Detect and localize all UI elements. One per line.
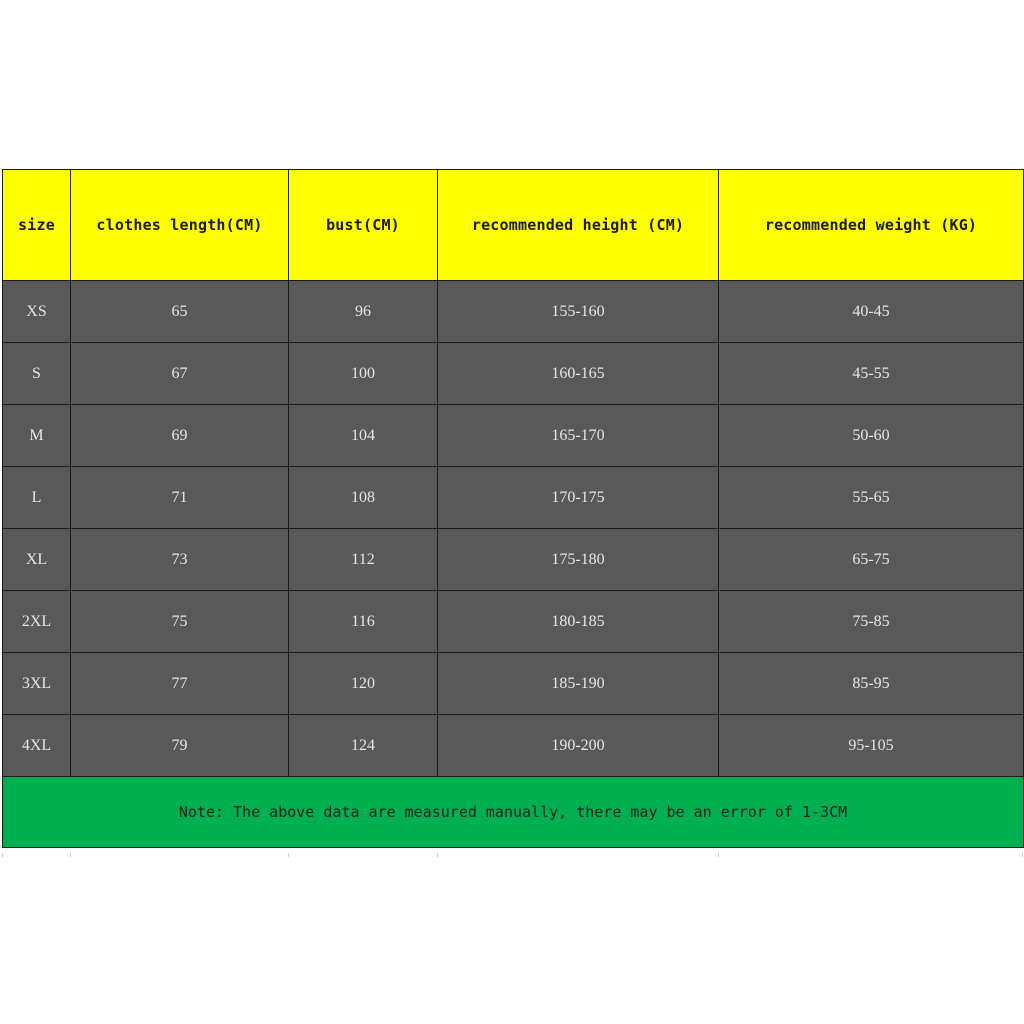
cell-size: M bbox=[3, 405, 71, 467]
cell-recommended-weight: 40-45 bbox=[719, 281, 1024, 343]
cell-bust: 124 bbox=[289, 715, 438, 777]
cell-clothes-length: 71 bbox=[71, 467, 289, 529]
cell-recommended-height: 185-190 bbox=[438, 653, 719, 715]
table-row bbox=[3, 715, 1024, 777]
cell-clothes-length: 73 bbox=[71, 529, 289, 591]
cell-recommended-weight: 45-55 bbox=[719, 343, 1024, 405]
cell-bust: 112 bbox=[289, 529, 438, 591]
cell-recommended-weight: 50-60 bbox=[719, 405, 1024, 467]
cell-size: L bbox=[3, 467, 71, 529]
table-row bbox=[3, 343, 1024, 405]
table-row bbox=[3, 405, 1024, 467]
cell-bust: 100 bbox=[289, 343, 438, 405]
cell-size: 4XL bbox=[3, 715, 71, 777]
table-row bbox=[3, 653, 1024, 715]
cell-clothes-length: 77 bbox=[71, 653, 289, 715]
cell-recommended-height: 160-165 bbox=[438, 343, 719, 405]
cell-recommended-height: 165-170 bbox=[438, 405, 719, 467]
cell-recommended-weight: 85-95 bbox=[719, 653, 1024, 715]
cell-recommended-height: 175-180 bbox=[438, 529, 719, 591]
cell-recommended-height: 170-175 bbox=[438, 467, 719, 529]
note-text: Note: The above data are measured manually, there may be an error of 1-3CM bbox=[3, 777, 1024, 848]
header-clothes-length: clothes length(CM) bbox=[71, 170, 289, 281]
table-body bbox=[3, 281, 1024, 777]
header-bust: bust(CM) bbox=[289, 170, 438, 281]
cell-size: 3XL bbox=[3, 653, 71, 715]
cell-recommended-weight: 95-105 bbox=[719, 715, 1024, 777]
cell-clothes-length: 67 bbox=[71, 343, 289, 405]
tick-mark bbox=[1022, 853, 1023, 857]
size-chart-table bbox=[2, 169, 1024, 848]
tick-mark bbox=[70, 853, 71, 857]
table-row bbox=[3, 591, 1024, 653]
header-recommended-height: recommended height (CM) bbox=[438, 170, 719, 281]
cell-recommended-height: 190-200 bbox=[438, 715, 719, 777]
cell-bust: 96 bbox=[289, 281, 438, 343]
cell-recommended-height: 180-185 bbox=[438, 591, 719, 653]
table-row bbox=[3, 529, 1024, 591]
table-row bbox=[3, 467, 1024, 529]
cell-size: S bbox=[3, 343, 71, 405]
cell-size: 2XL bbox=[3, 591, 71, 653]
tick-mark bbox=[718, 853, 719, 857]
tick-mark bbox=[2, 853, 3, 857]
cell-bust: 120 bbox=[289, 653, 438, 715]
cell-clothes-length: 69 bbox=[71, 405, 289, 467]
cell-bust: 116 bbox=[289, 591, 438, 653]
header-recommended-weight: recommended weight (KG) bbox=[719, 170, 1024, 281]
tick-mark bbox=[288, 853, 289, 857]
cell-bust: 104 bbox=[289, 405, 438, 467]
cell-size: XL bbox=[3, 529, 71, 591]
table-row bbox=[3, 281, 1024, 343]
header-row bbox=[3, 170, 1024, 281]
cell-recommended-weight: 75-85 bbox=[719, 591, 1024, 653]
cell-recommended-height: 155-160 bbox=[438, 281, 719, 343]
cell-recommended-weight: 55-65 bbox=[719, 467, 1024, 529]
cell-recommended-weight: 65-75 bbox=[719, 529, 1024, 591]
tick-mark bbox=[437, 853, 438, 857]
cell-clothes-length: 79 bbox=[71, 715, 289, 777]
note-row bbox=[3, 777, 1024, 848]
header-size: size bbox=[3, 170, 71, 281]
cell-bust: 108 bbox=[289, 467, 438, 529]
cell-size: XS bbox=[3, 281, 71, 343]
bottom-tick-marks bbox=[0, 853, 1024, 857]
cell-clothes-length: 75 bbox=[71, 591, 289, 653]
cell-clothes-length: 65 bbox=[71, 281, 289, 343]
